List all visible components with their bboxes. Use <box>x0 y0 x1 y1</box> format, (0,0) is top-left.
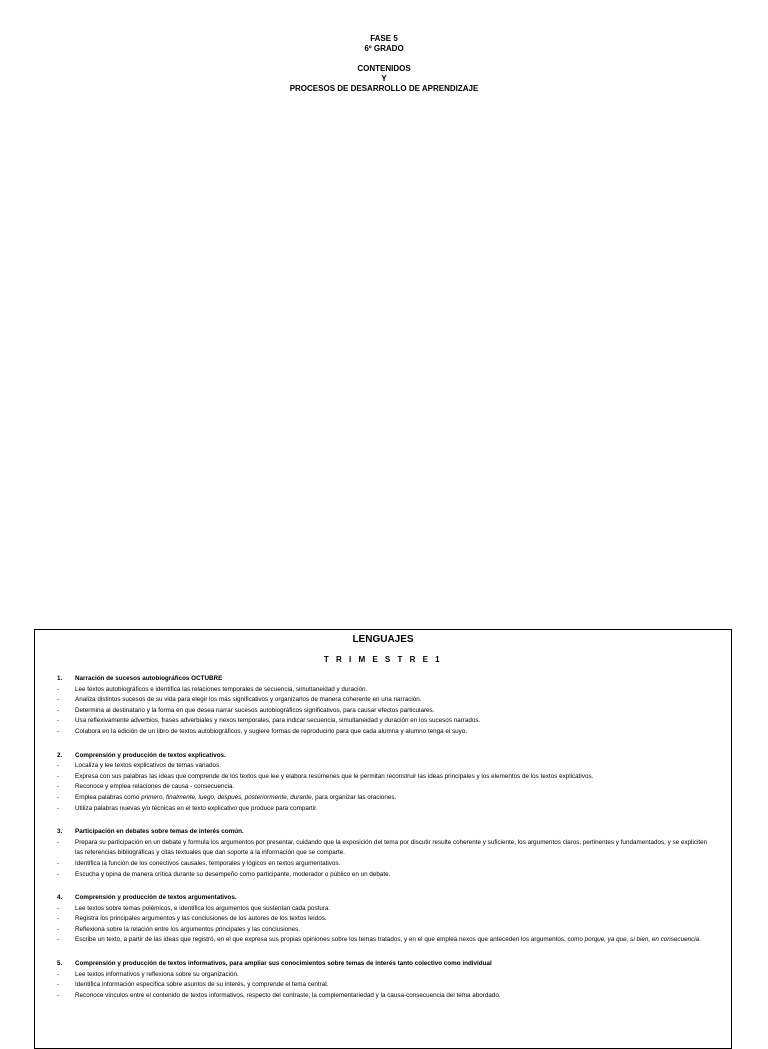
list-item <box>57 904 709 915</box>
section-heading <box>57 751 709 762</box>
list-item <box>57 925 709 936</box>
document-header <box>0 34 768 94</box>
list-item-text: Identifica información específica sobre asuntos de su interés, y comprende el tema central. <box>75 981 329 989</box>
list-item-text: Lee textos autobiográficos e identifica las relaciones temporales de secuencia, simultaneidad y duración. <box>75 685 368 693</box>
section-title: Comprensión y producción de textos explicativos. <box>75 751 226 759</box>
bullet-dash: - <box>57 804 60 812</box>
list-item-text: Escribe un texto, a partir de las ideas que registró, en el que expresa sus propias opiniones sobre los temas tratados, y en el que emplea nexos que anteceden los argumentos, como porque, ya que, si bien, en consecuencia. <box>75 936 701 944</box>
list-item-text: Analiza distintos sucesos de su vida para elegir los más significativos y organizarlos de manera coherente en una narración. <box>75 696 422 704</box>
list-item-text: Lee textos sobre temas polémicos, e identifica los argumentos que sustentan cada postura. <box>75 904 331 912</box>
list-item <box>57 859 709 870</box>
section-title: Comprensión y producción de textos informativos, para ampliar sus conocimientos sobre temas de interés tanto colectivo como individual <box>75 960 492 968</box>
list-item <box>57 685 709 696</box>
bullet-dash: - <box>57 981 60 989</box>
bullet-dash: - <box>57 936 60 944</box>
list-item <box>57 970 709 981</box>
list-item <box>57 980 709 991</box>
bullet-dash: - <box>57 727 60 735</box>
box-title: LENGUAJES <box>352 634 414 645</box>
section-4 <box>57 893 709 946</box>
list-item-text: Registra los principales argumentos y las conclusiones de los autores de los textos leídos. <box>75 915 327 923</box>
bullet-dash: - <box>57 970 60 978</box>
list-item <box>57 991 709 1002</box>
list-item <box>57 761 709 772</box>
list-item <box>57 914 709 925</box>
list-item-text: Expresa con sus palabras las ideas que comprende de los textos que lee y elabora resúmenes que le permitan reconstruir las ideas principales y los elementos de los textos explicativos. <box>75 772 594 780</box>
list-item <box>57 804 709 815</box>
list-item <box>57 706 709 717</box>
bullet-dash: - <box>57 904 60 912</box>
section-heading <box>57 827 709 838</box>
list-item <box>57 772 709 783</box>
section-number: 1. <box>57 675 63 682</box>
bullet-dash: - <box>57 762 60 770</box>
bullet-dash: - <box>57 991 60 999</box>
list-item-text: Reconoce vínculos entre el contenido de textos informativos, respecto del contraste, la complementariedad y la causa-consecuencia del tema abordado. <box>75 991 501 999</box>
box-subtitle: T R I M E S T R E 1 <box>323 655 443 664</box>
list-item-text: Reconoce y emplea relaciones de causa - consecuencia. <box>75 783 235 791</box>
bullet-dash: - <box>57 838 60 846</box>
list-item <box>57 838 709 859</box>
list-item-text: Determina al destinatario y la forma en que desea narrar sucesos autobiográficos significativos, para causar efectos particulares. <box>75 706 435 714</box>
section-5 <box>57 959 709 1001</box>
bullet-dash: - <box>57 870 60 878</box>
section-title: Comprensión y producción de textos argumentativos. <box>75 894 237 902</box>
list-item-text: Usa reflexivamente adverbios, frases adverbiales y nexos temporales, para indicar secuencia, simultaneidad y duración en los sucesos narrados. <box>75 717 481 725</box>
section-2 <box>57 751 709 815</box>
section-number: 4. <box>57 894 63 902</box>
bullet-dash: - <box>57 793 60 801</box>
sections-list <box>35 674 731 1001</box>
contents-label: CONTENIDOS <box>357 64 411 73</box>
bullet-dash: - <box>57 915 60 923</box>
bullet-dash: - <box>57 685 60 693</box>
phase-label: FASE 5 <box>370 34 398 43</box>
bullet-dash: - <box>57 783 60 791</box>
bullet-dash: - <box>57 772 60 780</box>
list-item-text: Reflexiona sobre la relación entre los argumentos principales y las conclusiones. <box>75 925 301 933</box>
list-item <box>57 935 709 946</box>
grade-label: 6º GRADO <box>364 44 404 53</box>
list-item <box>57 727 709 738</box>
list-item-text: Lee textos informativos y reflexiona sobre su organización. <box>75 970 239 978</box>
content-box <box>34 629 732 1049</box>
list-item <box>57 870 709 881</box>
bullet-dash: - <box>57 925 60 933</box>
section-title: Narración de sucesos autobiográficos OCTUBRE <box>75 675 223 682</box>
list-item-text: Emplea palabras como primero, finalmente, luego, después, posteriormente, durante, para organizar las oraciones. <box>75 793 397 801</box>
processes-label: PROCESOS DE DESARROLLO DE APRENDIZAJE <box>289 84 479 93</box>
conjunction-label: Y <box>381 74 387 83</box>
section-3 <box>57 827 709 880</box>
section-heading <box>57 674 709 685</box>
bullet-dash: - <box>57 859 60 867</box>
list-item-text: Utiliza palabras nuevas y/o técnicas en el texto explicativo que produce para compartir. <box>75 804 318 812</box>
section-number: 5. <box>57 960 63 968</box>
list-item-text: Identifica la función de los conectivos causales, temporales y lógicos en textos argumentativos. <box>75 859 341 867</box>
section-heading <box>57 893 709 904</box>
section-heading <box>57 959 709 970</box>
list-item-text: Escucha y opina de manera crítica durante su desempeño como participante, moderador o público en un debate. <box>75 870 391 878</box>
section-number: 2. <box>57 751 63 759</box>
bullet-dash: - <box>57 696 60 704</box>
section-1 <box>57 674 709 738</box>
list-item-text: Colabora en la edición de un libro de textos autobiográficos, y sugiere formas de reproducirlo para que cada alumna y alumno tenga el suyo. <box>75 727 468 735</box>
list-item <box>57 695 709 706</box>
list-item <box>57 782 709 793</box>
list-item-text: Localiza y lee textos explicativos de temas variados. <box>75 762 221 770</box>
bullet-dash: - <box>57 717 60 725</box>
list-item <box>57 716 709 727</box>
list-item-text: Prepara su participación en un debate y formula los argumentos por presentar, cuidando que la exposición del tema por discutir resulte coherente y suficiente, los argumentos claros, pertinentes y fundamentados, y se expliciten las referencias bibliográficas y citas textuales que dan soporte a la información que se comparte. <box>75 838 708 857</box>
bullet-dash: - <box>57 706 60 714</box>
section-title: Participación en debates sobre temas de interés común. <box>75 828 244 836</box>
list-item <box>57 793 709 804</box>
section-number: 3. <box>57 828 63 836</box>
